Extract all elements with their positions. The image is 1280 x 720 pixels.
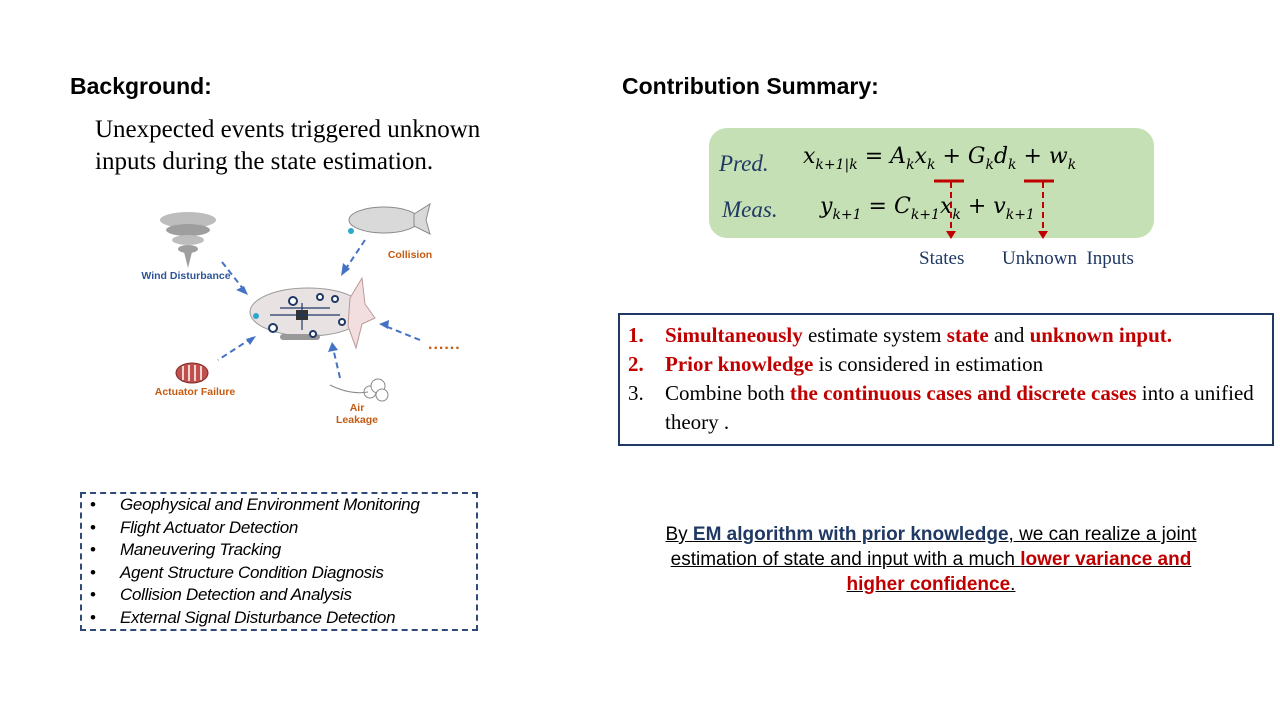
item-number: 3.	[628, 381, 644, 405]
list-item	[628, 379, 1264, 437]
contribution-box	[618, 313, 1274, 446]
main-airship-icon	[250, 278, 375, 348]
item-number: 2.	[628, 352, 644, 376]
item-highlight: unknown input.	[1029, 323, 1173, 347]
pred-label: Pred.	[719, 151, 769, 176]
list-item: • External Signal Disturbance Detection	[82, 607, 476, 630]
background-text: Unexpected events triggered unknown inputs during the state estimation.	[95, 116, 481, 175]
summary-part: By	[665, 524, 693, 545]
item-text: is considered in estimation	[813, 352, 1044, 376]
collision-label: Collision	[387, 249, 433, 261]
applications-list	[82, 494, 476, 629]
summary-part: , we can realize a joint estimation of state and input with a much	[670, 524, 1197, 570]
air-leakage-label: Air Leakage	[335, 402, 379, 426]
summary-highlight: EM algorithm with prior knowledge	[692, 524, 1009, 545]
applications-box	[80, 492, 478, 631]
contribution-heading: Contribution Summary:	[622, 73, 879, 99]
item-highlight: Prior knowledge	[665, 352, 814, 376]
contribution-list	[628, 321, 1264, 437]
list-item: • Flight Actuator Detection	[82, 517, 476, 540]
list-item: • Geophysical and Environment Monitoring	[82, 494, 476, 517]
list-item: • Maneuvering Tracking	[82, 539, 476, 562]
states-label: States	[919, 248, 965, 269]
wind-disturbance-label: Wind Disturbance	[141, 270, 231, 282]
prediction-equation: $x_{k+1|k} = A_kx_k + G_kd_k + w_k$	[803, 144, 1077, 173]
item-text: and	[988, 323, 1030, 347]
collision-airship-icon	[348, 204, 430, 234]
item-highlight: Simultaneously	[665, 323, 803, 347]
measurement-equation: $y_{k+1} = C_{k+1}x_k + v_{k+1}$	[820, 194, 1035, 223]
list-item: • Agent Structure Condition Diagnosis	[82, 562, 476, 585]
state-input-markers	[900, 176, 1080, 240]
actuator-failure-label: Actuator Failure	[154, 386, 236, 398]
item-highlight: state	[946, 323, 989, 347]
meas-label: Meas.	[722, 197, 778, 222]
airship-diagram	[130, 200, 470, 440]
unknown-inputs-label: Unknown Inputs	[1002, 248, 1134, 269]
item-number: 1.	[628, 323, 644, 347]
item-text: estimate system	[802, 323, 947, 347]
air-leak-icon	[330, 379, 388, 401]
background-heading: Background:	[70, 73, 212, 99]
tornado-icon	[160, 212, 216, 268]
summary-highlight: lower variance and higher confidence	[846, 549, 1192, 595]
item-text: into a unified theory .	[665, 381, 1254, 434]
item-highlight: the continuous cases and discrete cases	[789, 381, 1137, 405]
item-text: Combine both	[665, 381, 790, 405]
list-item	[628, 350, 1264, 379]
summary-text	[640, 522, 1222, 597]
summary-part: .	[1010, 574, 1016, 595]
actuator-icon	[176, 363, 208, 383]
airship-illustration	[130, 200, 470, 440]
more-events-ellipsis: ......	[428, 336, 461, 353]
list-item: • Collision Detection and Analysis	[82, 584, 476, 607]
list-item	[628, 321, 1264, 350]
